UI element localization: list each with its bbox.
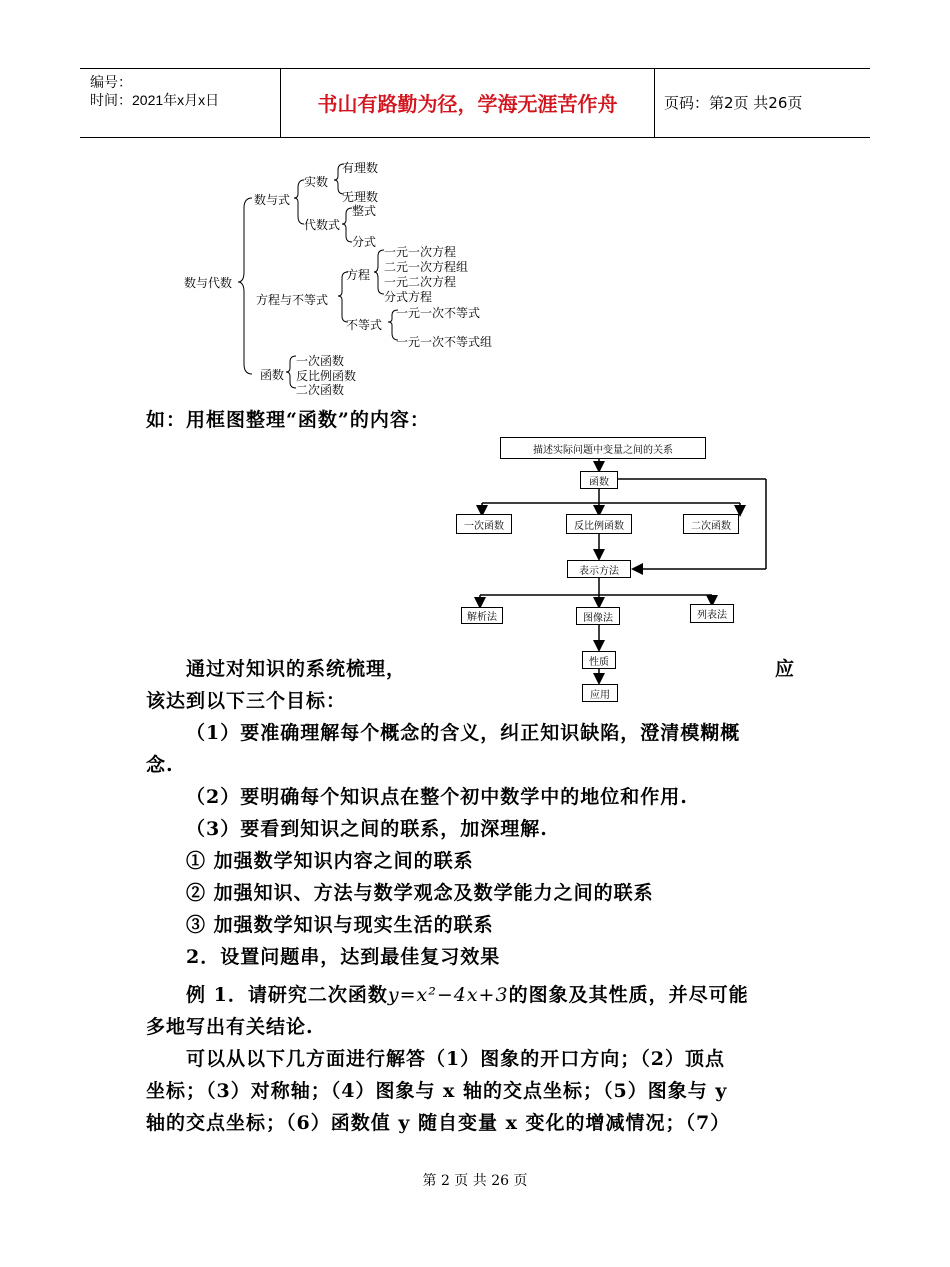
flow-box-inverse: 反比例函数 xyxy=(566,514,632,534)
tree-node: 方程 xyxy=(346,268,371,282)
answer-line: 坐标；（3）对称轴；（4）图象与 x 轴的交点坐标；（5）图象与 y xyxy=(146,1080,728,1102)
goal-1-cont: 念. xyxy=(146,754,174,776)
goal-2: （2）要明确每个知识点在整个初中数学中的地位和作用. xyxy=(186,786,688,808)
flow-box-application: 应用 xyxy=(582,684,618,702)
header-meta xyxy=(90,73,219,109)
example-text: 的图象及其性质，并尽可能 xyxy=(508,984,749,1006)
paragraph-line: 应 xyxy=(775,658,796,680)
page-footer: 第 2 页 共 26 页 xyxy=(422,1173,528,1189)
example-line xyxy=(186,982,749,1008)
paragraph-line: 通过对知识的系统梳理， xyxy=(186,658,407,680)
tree-leaf: 一次函数 xyxy=(296,354,345,368)
tree-leaf: 有理数 xyxy=(342,161,379,175)
tree-leaf: 一元一次方程 xyxy=(384,245,457,259)
tree-leaf: 一元一次不等式 xyxy=(396,306,481,320)
time-label: 时间：2021年x月x日 xyxy=(90,92,220,108)
tree-leaf: 分式 xyxy=(352,235,377,249)
number-label: 编号： xyxy=(90,74,132,90)
header-divider xyxy=(654,69,655,137)
answer-line: 轴的交点坐标；（6）函数值 y 随自变量 x 变化的增减情况；（7） xyxy=(146,1112,731,1134)
flow-box-function: 函数 xyxy=(580,471,618,489)
flow-box-representation: 表示方法 xyxy=(567,560,631,578)
flow-box-quadratic: 二次函数 xyxy=(683,514,739,534)
example-text: 例 1．请研究二次函数 xyxy=(186,984,388,1006)
page-header xyxy=(80,68,870,138)
tree-leaf: 二次函数 xyxy=(296,383,345,397)
tree-node: 数与式 xyxy=(254,193,291,207)
tree-node: 函数 xyxy=(260,368,285,382)
goal-1: （1）要准确理解每个概念的含义，纠正知识缺陷，澄清模糊概 xyxy=(186,722,741,744)
header-page-info: 页码：第2页 共26页 xyxy=(664,94,803,112)
tree-node: 不等式 xyxy=(346,318,383,332)
goal-3: （3）要看到知识之间的联系，加深理解. xyxy=(186,818,548,840)
connection-3: ③ 加强数学知识与现实生活的联系 xyxy=(186,914,494,936)
connection-2: ② 加强知识、方法与数学观念及数学能力之间的联系 xyxy=(186,882,654,904)
tree-leaf: 整式 xyxy=(352,204,377,218)
connection-1: ① 加强数学知识内容之间的联系 xyxy=(186,850,474,872)
tree-leaf: 一元一次不等式组 xyxy=(396,335,493,349)
flow-box-graph: 图像法 xyxy=(576,607,620,625)
flow-box-analytic: 解析法 xyxy=(461,607,503,624)
flow-box-top: 描述实际问题中变量之间的关系 xyxy=(500,437,706,459)
tree-leaf: 一元二次方程 xyxy=(384,275,457,289)
paragraph-line: 该达到以下三个目标： xyxy=(146,690,347,712)
intro-line: 如：用框图整理“函数”的内容： xyxy=(146,409,430,431)
tree-leaf: 分式方程 xyxy=(384,290,433,304)
tree-leaf: 无理数 xyxy=(342,190,379,204)
tree-node: 实数 xyxy=(304,175,329,189)
flow-box-table: 列表法 xyxy=(690,604,734,623)
section-heading: 2．设置问题串，达到最佳复习效果 xyxy=(186,946,501,968)
tree-leaf: 二元一次方程组 xyxy=(384,260,469,274)
tree-node: 方程与不等式 xyxy=(256,293,329,307)
tree-node: 代数式 xyxy=(304,218,341,232)
tree-leaf: 反比例函数 xyxy=(296,369,357,383)
header-motto: 书山有路勤为径，学海无涯苦作舟 xyxy=(317,92,618,116)
flow-box-property: 性质 xyxy=(582,651,616,669)
example-line: 多地写出有关结论. xyxy=(146,1016,314,1038)
flow-box-linear: 一次函数 xyxy=(456,514,512,534)
example-equation: y=x²−4x+3 xyxy=(387,984,509,1006)
answer-line: 可以从以下几方面进行解答（1）图象的开口方向；（2）顶点 xyxy=(186,1048,725,1070)
tree-root: 数与代数 xyxy=(184,276,233,290)
